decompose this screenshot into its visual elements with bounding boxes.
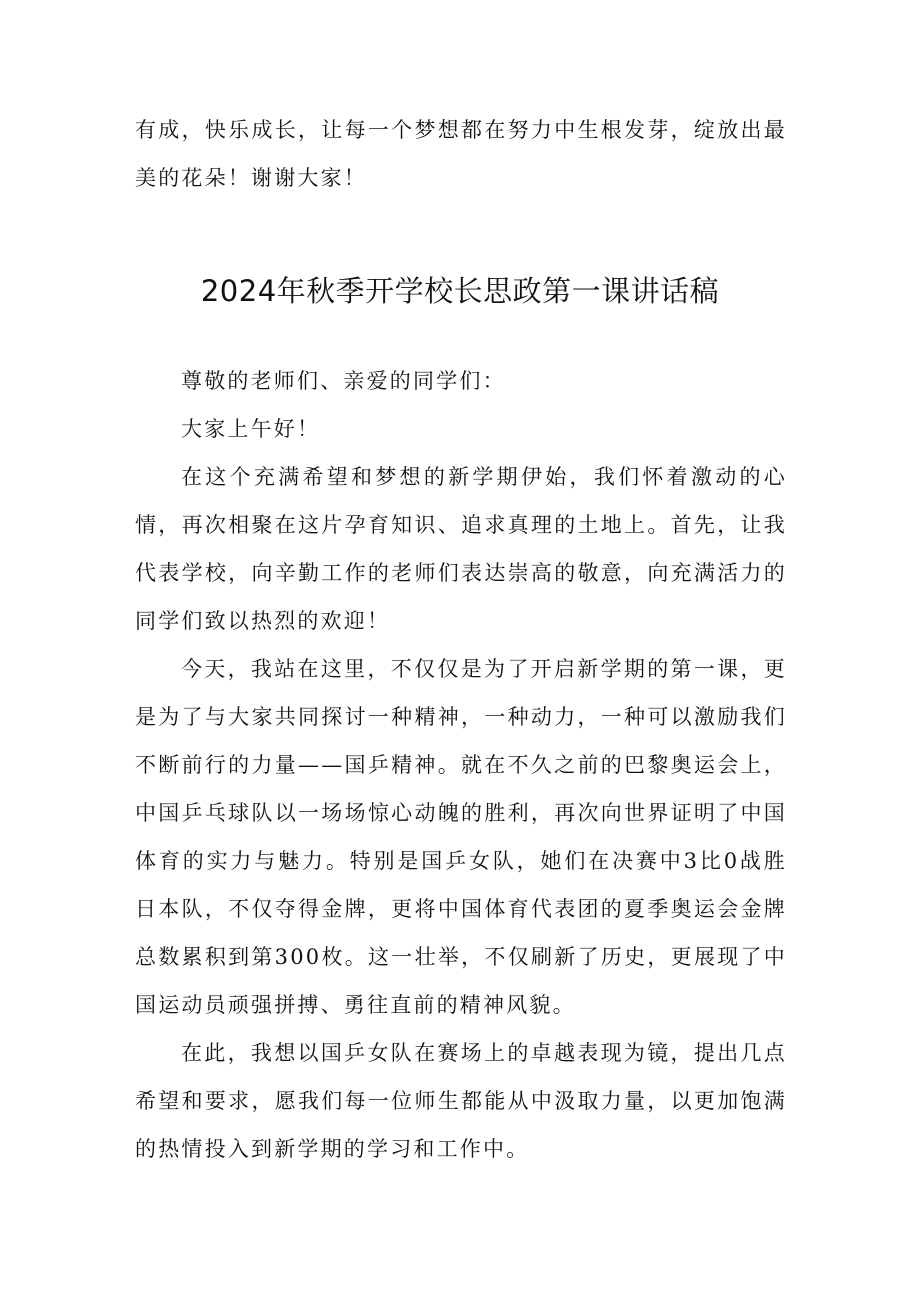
salutation: 尊敬的老师们、亲爱的同学们：	[181, 369, 506, 393]
body-paragraph: 在这个充满希望和梦想的新学期伊始，我们怀着激动的心情，再次相聚在这片孕育知识、追求真理的土地上。首先，让我代表学校，向辛勤工作的老师们表达崇高的敬意，向充满活力的同学们致以热烈的欢迎！	[135, 465, 787, 633]
document-body	[135, 357, 787, 1173]
document-title: 2024年秋季开学校长思政第一课讲话稿	[200, 274, 720, 308]
greeting: 大家上午好！	[181, 417, 321, 441]
body-paragraph: 今天，我站在这里，不仅仅是为了开启新学期的第一课，更是为了与大家共同探讨一种精神，一种动力，一种可以激励我们不断前行的力量——国乒精神。就在不久之前的巴黎奥运会上，中国乒乓球队以一场场惊心动魄的胜利，再次向世界证明了中国体育的实力与魅力。特别是国乒女队，她们在决赛中3比0战胜日本队，不仅夺得金牌，更将中国体育代表团的夏季奥运会金牌总数累积到第300枚。这一壮举，不仅刷新了历史，更展现了中国运动员顽强拼搏、勇往直前的精神风貌。	[135, 657, 787, 1017]
continued-paragraph: 有成，快乐成长，让每一个梦想都在努力中生根发芽，绽放出最美的花朵！谢谢大家！	[135, 118, 787, 190]
body-paragraph: 在此，我想以国乒女队在赛场上的卓越表现为镜，提出几点希望和要求，愿我们每一位师生都能从中汲取力量，以更加饱满的热情投入到新学期的学习和工作中。	[135, 1041, 787, 1161]
